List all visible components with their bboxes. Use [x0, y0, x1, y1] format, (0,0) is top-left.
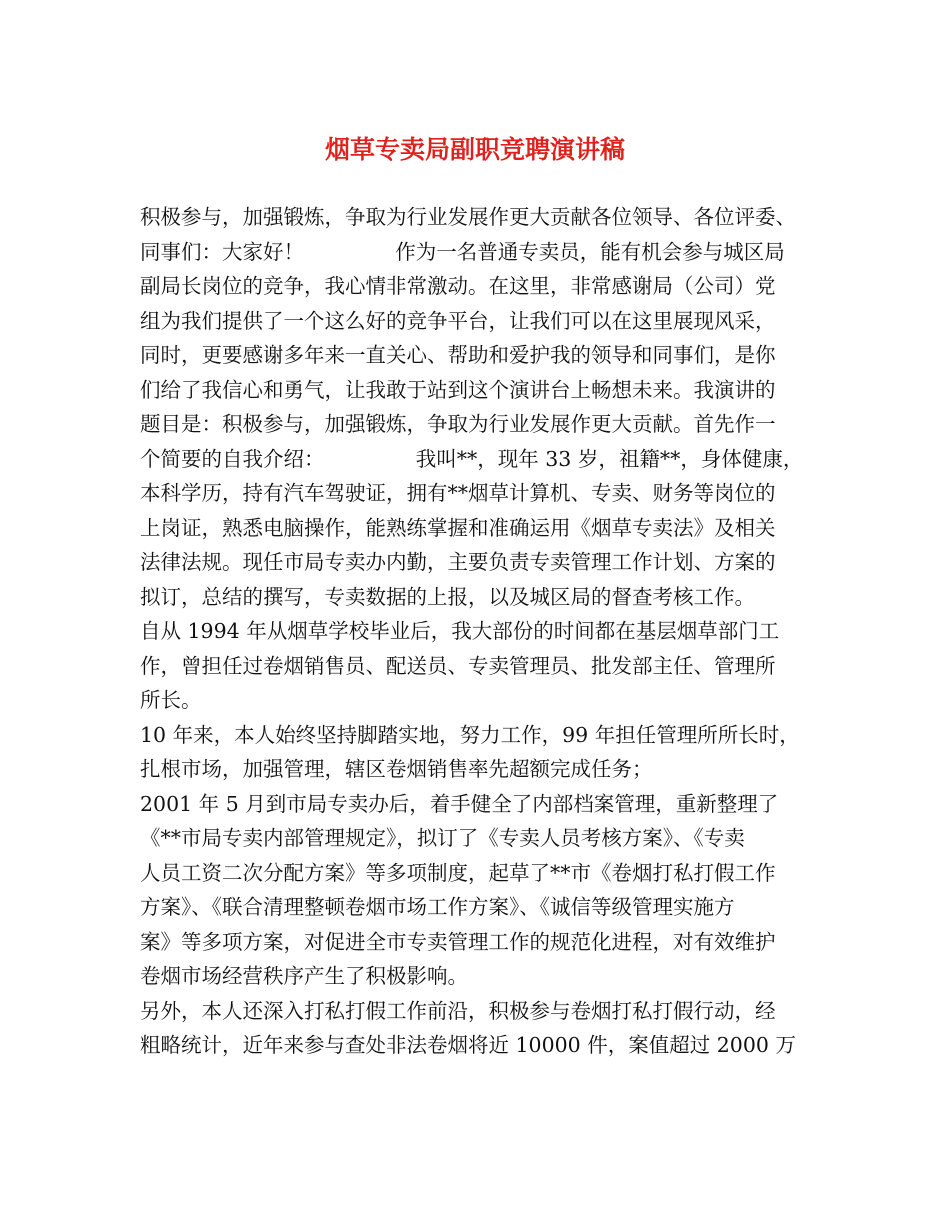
- body-text-line: 方案》、《联合清理整顿卷烟市场工作方案》、《诚信等级管理实施方: [140, 895, 735, 919]
- body-text-line: 副局长岗位的竞争，我心情非常激动。在这里，非常感谢局（公司）党: [140, 274, 776, 298]
- document-body: [140, 200, 830, 1063]
- body-text-line: 个简要的自我介绍： 我叫**，现年 33 岁，祖籍**，身体健康，: [140, 446, 804, 471]
- body-text-line: 粗略统计，近年来参与查处非法卷烟将近 10000 件，案值超过 2000 万: [140, 1033, 796, 1057]
- body-text-line: 同事们：大家好！ 作为一名普通专卖员，能有机会参与城区局: [140, 239, 785, 264]
- body-text-line: 所长。: [140, 688, 202, 712]
- body-text-line: 同时，更要感谢多年来一直关心、帮助和爱护我的领导和同事们，是你: [140, 343, 776, 367]
- body-text-line: 2001 年 5 月到市局专卖办后，着手健全了内部档案管理，重新整理了: [140, 791, 779, 816]
- document-title: 烟草专卖局副职竞聘演讲稿: [324, 135, 625, 164]
- body-text-line: 另外，本人还深入打私打假工作前沿，积极参与卷烟打私打假行动，经: [140, 998, 776, 1023]
- body-text-line: 法律法规。现任市局专卖办内勤，主要负责专卖管理工作计划、方案的: [140, 550, 776, 574]
- body-text-line: 拟订，总结的撰写，专卖数据的上报，以及城区局的督查考核工作。: [140, 584, 755, 609]
- body-text-line: 10 年来，本人始终坚持脚踏实地，努力工作，99 年担任管理所所长时，: [140, 722, 800, 747]
- body-text-line: 上岗证，熟悉电脑操作，能熟练掌握和准确运用《烟草专卖法》及相关: [140, 515, 776, 540]
- body-text-line: 本科学历，持有汽车驾驶证，拥有**烟草计算机、专卖、财务等岗位的: [140, 481, 776, 505]
- body-text-line: 人员工资二次分配方案》等多项制度，起草了**市《卷烟打私打假工作: [140, 860, 776, 885]
- body-text-line: 自从 1994 年从烟草学校毕业后，我大部份的时间都在基层烟草部门工: [140, 619, 780, 643]
- body-text-line: 卷烟市场经营秩序产生了积极影响。: [140, 964, 468, 988]
- body-text-line: 题目是：积极参与，加强锻炼，争取为行业发展作更大贡献。首先作一: [140, 412, 776, 436]
- body-text-line: 组为我们提供了一个这么好的竞争平台，让我们可以在这里展现风采，: [140, 308, 776, 333]
- body-text-line: 案》等多项方案，对促进全市专卖管理工作的规范化进程，对有效维护: [140, 929, 776, 954]
- body-text-line: 积极参与，加强锻炼，争取为行业发展作更大贡献各位领导、各位评委、: [140, 205, 796, 229]
- body-text-line: 扎根市场，加强管理，辖区卷烟销售率先超额完成任务；: [140, 757, 653, 781]
- body-text-line: 作，曾担任过卷烟销售员、配送员、专卖管理员、批发部主任、管理所: [140, 653, 776, 678]
- body-text-line: 《**市局专卖内部管理规定》，拟订了《专卖人员考核方案》、《专卖: [140, 826, 745, 850]
- body-text-line: 们给了我信心和勇气，让我敢于站到这个演讲台上畅想未来。我演讲的: [140, 377, 776, 402]
